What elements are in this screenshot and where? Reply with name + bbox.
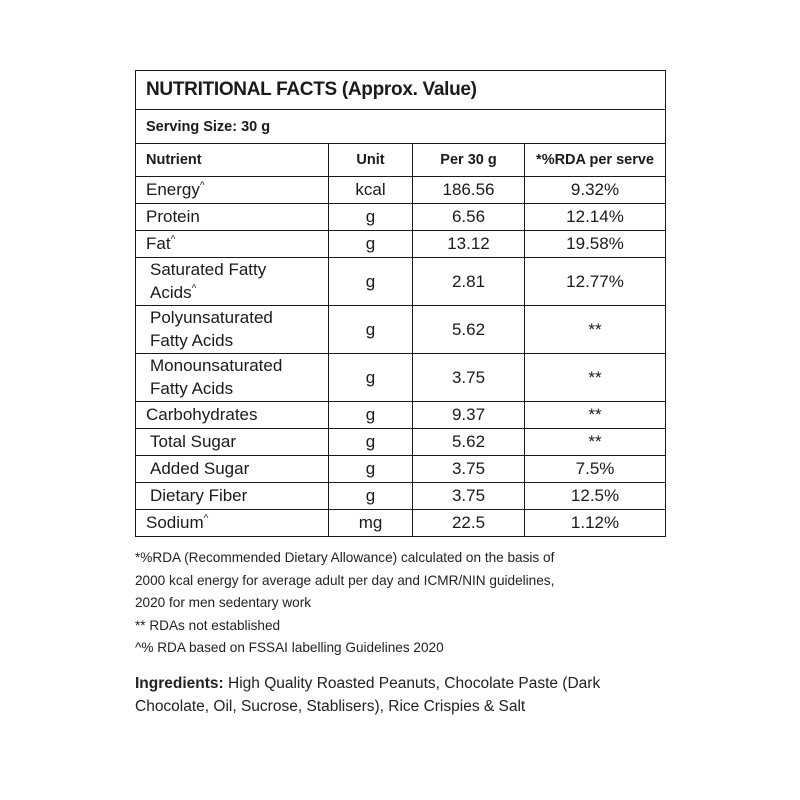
footnote-line: *%RDA (Recommended Dietary Allowance) calculated on the basis of — [135, 550, 555, 565]
table-row — [136, 456, 666, 483]
nutrient-unit: g — [329, 204, 413, 231]
nutrient-rda: 12.5% — [525, 483, 666, 510]
table-row — [136, 258, 666, 306]
table-row — [136, 483, 666, 510]
nutrient-amount: 2.81 — [413, 258, 525, 306]
header-rda: *%RDA per serve — [525, 144, 666, 177]
nutrient-name: Energy^ — [136, 177, 329, 204]
nutrient-unit: g — [329, 306, 413, 354]
nutrient-amount: 5.62 — [413, 429, 525, 456]
nutrient-unit: g — [329, 429, 413, 456]
nutrition-table — [135, 70, 666, 537]
footnote-line: 2020 for men sedentary work — [135, 595, 312, 610]
nutrient-rda: 12.77% — [525, 258, 666, 306]
nutrient-amount: 5.62 — [413, 306, 525, 354]
nutrient-rda: 12.14% — [525, 204, 666, 231]
nutrient-name: Sodium^ — [136, 510, 329, 537]
nutrient-rda: ** — [525, 429, 666, 456]
nutrient-name: Fat^ — [136, 231, 329, 258]
nutrient-unit: g — [329, 456, 413, 483]
nutrient-amount: 13.12 — [413, 231, 525, 258]
caret-mark: ^ — [170, 234, 176, 246]
ingredients-text: High Quality Roasted Peanuts, Chocolate Paste (Dark — [223, 674, 601, 692]
table-title: NUTRITIONAL FACTS (Approx. Value) — [136, 71, 666, 110]
table-row — [136, 402, 666, 429]
nutrient-rda: 19.58% — [525, 231, 666, 258]
nutrient-amount: 22.5 — [413, 510, 525, 537]
nutrient-amount: 9.37 — [413, 402, 525, 429]
ingredients — [135, 672, 665, 718]
table-row — [136, 510, 666, 537]
header-per-serving: Per 30 g — [413, 144, 525, 177]
nutrient-amount: 3.75 — [413, 354, 525, 402]
nutrient-name: Protein — [136, 204, 329, 231]
table-row — [136, 429, 666, 456]
nutrient-name: Monounsaturated Fatty Acids — [136, 354, 329, 402]
serving-size: Serving Size: 30 g — [136, 110, 666, 144]
caret-mark: ^ — [191, 282, 197, 294]
nutrition-panel — [135, 70, 665, 718]
nutrient-amount: 6.56 — [413, 204, 525, 231]
table-row — [136, 204, 666, 231]
nutrient-rda: ** — [525, 354, 666, 402]
footnote-line: ** RDAs not established — [135, 617, 281, 633]
ingredients-text: Chocolate, Oil, Sucrose, Stablisers), Rice Crispies & Salt — [135, 697, 526, 715]
nutrient-name: Total Sugar — [136, 429, 329, 456]
table-row — [136, 306, 666, 354]
nutrient-name: Dietary Fiber — [136, 483, 329, 510]
nutrient-unit: g — [329, 402, 413, 429]
ingredients-label: Ingredients: — [135, 674, 224, 692]
nutrient-rda: ** — [525, 402, 666, 429]
header-nutrient: Nutrient — [136, 144, 329, 177]
nutrient-unit: g — [329, 354, 413, 402]
nutrient-name: Carbohydrates — [136, 402, 329, 429]
nutrient-name: Polyunsaturated Fatty Acids — [136, 306, 329, 354]
footnote-line: 2000 kcal energy for average adult per day and ICMR/NIN guidelines, — [135, 572, 555, 588]
nutrient-unit: kcal — [329, 177, 413, 204]
caret-mark: ^ — [203, 513, 209, 525]
nutrient-unit: g — [329, 231, 413, 258]
nutrient-rda: ** — [525, 306, 666, 354]
nutrient-rda: 7.5% — [525, 456, 666, 483]
nutrient-unit: mg — [329, 510, 413, 537]
nutrient-name: Saturated Fatty Acids^ — [136, 258, 329, 306]
nutrient-amount: 186.56 — [413, 177, 525, 204]
footnote-line: ^% RDA based on FSSAI labelling Guidelines 2020 — [135, 640, 444, 655]
nutrient-amount: 3.75 — [413, 483, 525, 510]
nutrient-amount: 3.75 — [413, 456, 525, 483]
nutrient-unit: g — [329, 258, 413, 306]
nutrient-rda: 1.12% — [525, 510, 666, 537]
table-row — [136, 354, 666, 402]
nutrient-unit: g — [329, 483, 413, 510]
table-row — [136, 177, 666, 204]
header-unit: Unit — [329, 144, 413, 177]
nutrient-name: Added Sugar — [136, 456, 329, 483]
caret-mark: ^ — [199, 180, 205, 192]
footnotes — [135, 547, 665, 660]
table-row — [136, 231, 666, 258]
nutrient-rda: 9.32% — [525, 177, 666, 204]
